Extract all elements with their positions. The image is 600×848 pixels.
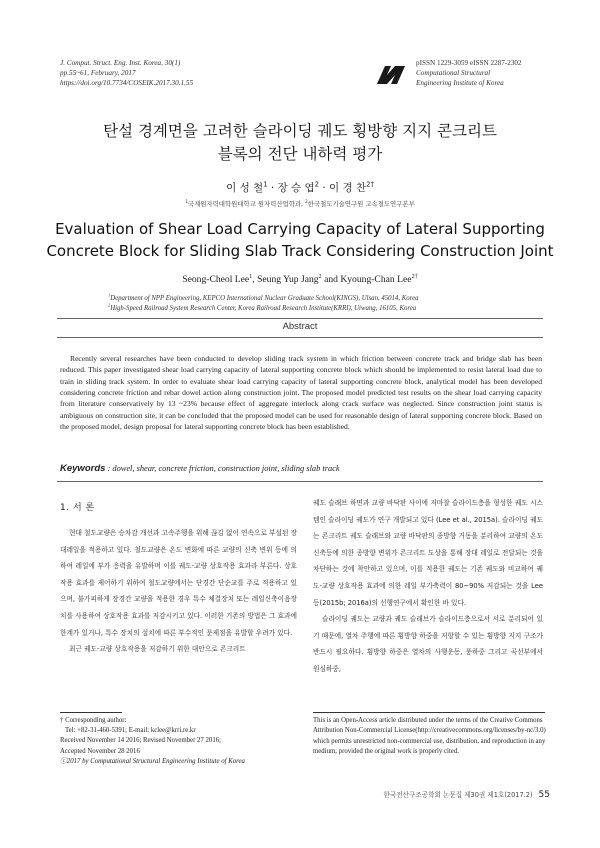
authors-english	[40, 274, 560, 285]
paragraph: 궤도 슬래브 하면과 교량 바닥판 사이에 저마찰 슬라이드층을 형성한 궤도 시스템인 슬라이딩 궤도가 연구 개발되고 있다 (Lee et al., 2015a). 슬라이딩 궤도는 콘크리트 궤도 슬래브와 교량 바닥판의 종방향 거동을 분리하여 교량의 온도 신축등에 의한 종방향 변위가 콘크리트 도상을 통해 장대 레일로 전달되는 것을 차단하는 것에 착안하고 있으며, 이를 적용한 궤도는 기존 궤도와 비교하여 궤도-교량 상호작용 효과에 의한 레일 부가축력이 80~90% 저감되는 것을 Lee 등(2015b; 2016a)의 선행연구에서 확인한 바 있다.	[313, 499, 543, 607]
aff-text: 한국철도기술연구원 고속철도연구본부	[307, 200, 415, 208]
doi-link[interactable]: https://doi.org/10.7734/COSEIK.2017.30.1.55	[60, 79, 194, 87]
issn-line: pISSN 1229-3059 eISSN 2287-2302	[416, 59, 522, 67]
keywords	[60, 463, 550, 474]
publisher-line: Computational Structural	[416, 69, 491, 77]
correspondence-footnote	[60, 716, 300, 767]
body-column-left	[60, 525, 297, 658]
aff-sup: 1	[185, 198, 188, 204]
author-sep: ,	[252, 274, 258, 285]
abstract-text: Recently several researches have been conducted to develop sliding track system in which friction between concrete track and bridge slab has been reduced. This paper investigated shear load carrying capacity of lateral supporting concrete block which should be implemented to resist lateral load due to train in sliding track system. In order to evaluate shear load carrying capacity of lateral supporting concrete block, analytical model has been developed considering concrete friction and rebar dowel action along construction joint. The proposed model predicted test results on the shear load carrying capacity from literature conservatively by 13 ~23% because effect of aggregate interlock along crack surface was neglected. Since construction joint status is ambiguous on construction site, it can be concluded that the proposed model can be used for reasonable design of lateral supporting concrete block. Based on the proposed model, design proposal for lateral supporting concrete block has been established.	[60, 354, 542, 432]
author-name: Kyoung-Chan Lee	[340, 274, 412, 285]
author-sup: 2	[314, 180, 320, 189]
title-line: 탄설 경계면을 고려한 슬라이딩 궤도 횡방향 지지 콘크리트	[103, 122, 497, 140]
license-footnote: This is an Open-Access article distributed under the terms of the Creative Commons Attribution Non-Commercial License(http://creativecommons.org/licenses/by-nc/3.0) which permits unrestricted non-commercial use, distribution, and reproduction in any medium, provided the original work is properly cited.	[313, 717, 546, 755]
author-name: 이 성 철	[226, 182, 264, 194]
affiliation-korean	[40, 199, 560, 208]
abstract-top-rule	[57, 318, 543, 319]
aff-sup: 2	[305, 198, 308, 204]
paragraph: 최근 궤도-교량 상호작용을 저감하기 위한 대안으로 콘크리트	[69, 645, 246, 654]
aff-text: Department of NPP Engineering, KEPCO International Nuclear Graduate School(KINGS), Ulsan, 45014, Korea	[110, 295, 419, 302]
authors-korean	[40, 180, 560, 195]
citation-line: pp.55~61, February, 2017	[60, 69, 136, 77]
footnote-rule	[60, 712, 122, 713]
footnote-line: † Corresponding author:	[60, 717, 127, 724]
abstract-heading-rule	[57, 337, 543, 338]
contact-line[interactable]: Tel: +82-31-460-5391; E-mail: kclee@krri.re.kr	[65, 727, 196, 735]
author-sup: 2	[318, 272, 322, 280]
title-line: 블록의 전단 내하력 평가	[217, 145, 383, 163]
author-name: Seung Yup Jang	[257, 274, 319, 285]
author-sup: 1	[249, 272, 253, 280]
footnote-rule	[313, 712, 545, 713]
author-sep: ·	[267, 182, 278, 194]
keywords-bottom-rule	[57, 481, 543, 482]
aff-sup: 2	[108, 302, 111, 308]
body-column-right	[313, 495, 543, 678]
abstract-heading: Abstract	[282, 321, 318, 332]
cosei-logo-icon	[376, 63, 406, 87]
citation-line: J. Comput. Struct. Eng. Inst. Korea, 30(1)	[60, 59, 181, 67]
affiliation-line	[108, 304, 548, 314]
paper-title-english	[40, 218, 560, 262]
author-sup: 1	[263, 180, 268, 189]
aff-sup: 1	[108, 292, 111, 298]
author-sep: and	[321, 274, 341, 285]
paragraph: 슬라이딩 궤도는 교량과 궤도 슬래브가 슬라이드층으로서 서로 분리되어 있기 때문에, 열차 주행에 따른 횡방향 하중을 저항할 수 있는 횡방향 지지 구조가 반드시 필요하다. 횡방향 하중은 열차의 사행운동, 풍하중 그리고 곡선부에서 원심하중,	[313, 615, 543, 673]
paper-title-korean	[40, 120, 560, 166]
paragraph: 현대 철도교량은 승차감 개선과 고속주행을 위해 끊김 없이 연속으로 부설된 장대레일을 적용하고 있다. 철도교량은 온도 변화에 따른 교량의 신축 변위 등에 의하여 레일에 부가 응력을 유발하며 이를 궤도-교량 상호작용 효과라 부른다. 상호작용 효과를 제어하기 위하여 철도교량에서는 단경간 단순교를 주로 적용하고 있으며, 불가피하게 장경간 교량을 적용한 경우 특수 체결장치 또는 레일신축이음장치를 사용하여 상호작용 효과를 저감시키고 있다. 이러한 기존의 방법은 그 효과에 한계가 있거나, 특수 장치의 설치에 따른 부수적인 문제점을 유발할 우려가 있다.	[60, 529, 297, 637]
author-sup: 2†	[366, 180, 374, 189]
page-number: 55	[538, 790, 550, 800]
footnote-line: Received November 14 2016; Revised November 27 2016;	[60, 737, 222, 745]
keywords-label: Keywords	[60, 463, 106, 474]
page-footer	[300, 789, 550, 800]
affiliation-line	[108, 294, 548, 304]
footnote-line: Accepted November 28 2016	[60, 747, 140, 755]
aff-text: High-Speed Railroad System Research Center, Korea Railroad Research Institute(KRRI), Uiwang, 16105, Korea	[110, 304, 417, 312]
title-line: Evaluation of Shear Load Carrying Capacity of Lateral Supporting	[55, 220, 545, 238]
issn-block	[416, 58, 566, 88]
author-name: Seong-Cheol Lee	[182, 274, 250, 285]
author-sep: ·	[319, 182, 330, 194]
keywords-text: : dowel, shear, concrete friction, construction joint, sliding slab track	[107, 464, 340, 473]
title-line: Concrete Block for Sliding Slab Track Considering Construction Joint	[46, 242, 554, 260]
affiliation-english	[108, 294, 548, 313]
publisher-line: Engineering Institute of Korea	[416, 79, 504, 87]
author-sup: 2†	[411, 272, 418, 280]
author-name: 장 승 엽	[277, 182, 315, 194]
aff-text: 국제원자력대학원대학교 원자력산업학과,	[187, 200, 306, 208]
journal-name: 한국전산구조공학회 논문집 제30권 제1호(2017.2)	[383, 791, 533, 799]
author-name: 이 경 찬	[329, 182, 367, 194]
copyright-line: ⓒ2017 by Computational Structural Engineering Institute of Korea	[60, 757, 245, 765]
section-heading: 1. 서 론	[60, 503, 95, 513]
journal-citation	[60, 58, 320, 88]
